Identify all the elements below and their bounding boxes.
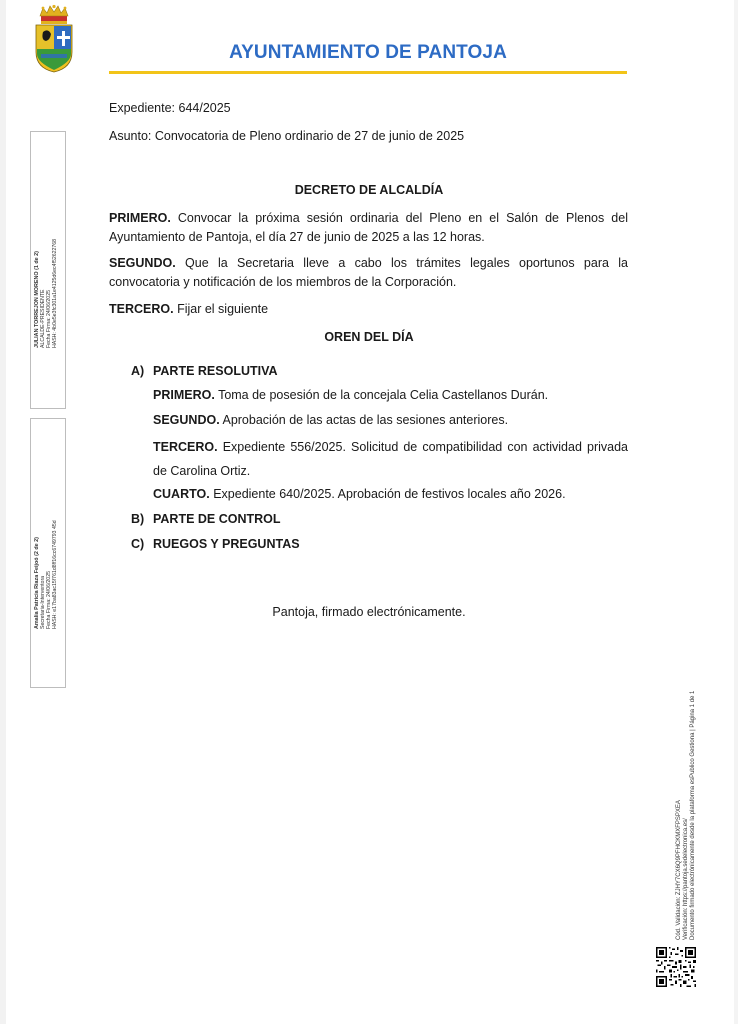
section-b-letter: B)	[131, 512, 145, 526]
decree-segundo-text: Que la Secretaria lleve a cabo los trámites legales oportunos para la convocatoria y notificación de los miembros de la Corporación.	[109, 256, 628, 289]
signature-1-name: JULIAN TORREJON MORENO (1 de 2)	[34, 251, 40, 348]
section-c-title: RUEGOS Y PREGUNTAS	[153, 537, 300, 551]
coat-of-arms-icon	[33, 4, 75, 74]
decree-segundo-label: SEGUNDO.	[109, 256, 176, 270]
signature-box-2	[30, 418, 66, 688]
decree-primero	[109, 209, 628, 247]
validation-url: Verificación: https://pantoja.sedelectronica.es/	[683, 818, 689, 940]
signature-1-date: Fecha Firma: 24/06/2025	[46, 290, 52, 348]
signature-1-text	[34, 239, 58, 348]
agenda-item-label: CUARTO.	[153, 487, 210, 501]
title-underline	[109, 71, 627, 74]
section-a-title: PARTE RESOLUTIVA	[153, 364, 278, 378]
agenda-item-text: Toma de posesión de la concejala Celia Castellanos Durán.	[218, 388, 549, 402]
agenda-item-label: TERCERO.	[153, 440, 218, 454]
signature-2-hash: HASH: e17ba83ac15f761d8ff16cc6749793 45d	[52, 520, 58, 629]
agenda-heading: OREN DEL DÍA	[324, 330, 414, 344]
agenda-item-text: Expediente 640/2025. Aprobación de festivos locales año 2026.	[213, 487, 566, 501]
signature-1-role: ALCALDE-PRESIDENTE	[40, 289, 46, 348]
section-c-letter: C)	[131, 537, 145, 551]
agenda-item	[153, 411, 508, 430]
asunto-line: Asunto: Convocatoria de Pleno ordinario de 27 de junio de 2025	[109, 129, 465, 143]
qr-code-icon	[656, 947, 696, 987]
expediente-line: Expediente: 644/2025	[109, 101, 231, 115]
decree-primero-label: PRIMERO.	[109, 211, 171, 225]
signature-box-1	[30, 131, 66, 409]
agenda-item-label: SEGUNDO.	[153, 413, 220, 427]
section-b-title: PARTE DE CONTROL	[153, 512, 281, 526]
signature-2-text	[34, 520, 58, 629]
agenda-item	[153, 435, 628, 483]
page-right-edge	[734, 0, 738, 1024]
validation-code: Cód. Validación: ZJHY7CX6Q9PFHCKMXFPSPXEA	[676, 800, 682, 940]
closing-line: Pantoja, firmado electrónicamente.	[272, 605, 466, 619]
decree-tercero	[109, 300, 268, 319]
section-a-letter: A)	[131, 364, 145, 378]
agenda-item-text: Aprobación de las actas de las sesiones anteriores.	[222, 413, 509, 427]
signature-1-hash: HASH: 4b0e5e3fc301a1e4125d6ec4f52622768	[52, 238, 58, 348]
validation-note: Documento firmado electrónicamente desde la plataforma esPublico Gestiona | Página 1 de 1	[690, 690, 696, 940]
page-title: AYUNTAMIENTO DE PANTOJA	[229, 42, 507, 63]
decree-tercero-label: TERCERO.	[109, 302, 174, 316]
decree-segundo	[109, 254, 628, 292]
agenda-item	[153, 386, 548, 405]
signature-2-role: Secretaria-Interventora	[40, 575, 46, 629]
agenda-item	[153, 485, 566, 504]
validation-text	[676, 691, 697, 940]
decree-heading: DECRETO DE ALCALDÍA	[294, 183, 444, 197]
signature-2-name: Amalia Patricia Riaza Feijoó (2 de 2)	[34, 537, 40, 629]
decree-primero-text: Convocar la próxima sesión ordinaria del Pleno en el Salón de Plenos del Ayuntamiento de Pantoja, el día 27 de junio de 2025 a las 12 horas.	[109, 211, 628, 244]
signature-2-date: Fecha Firma: 24/06/2025	[46, 571, 52, 629]
agenda-item-label: PRIMERO.	[153, 388, 215, 402]
agenda-item-text: Expediente 556/2025. Solicitud de compatibilidad con actividad privada de Carolina Ortiz.	[153, 440, 628, 478]
decree-tercero-text: Fijar el siguiente	[177, 302, 269, 316]
page-left-edge	[0, 0, 6, 1024]
